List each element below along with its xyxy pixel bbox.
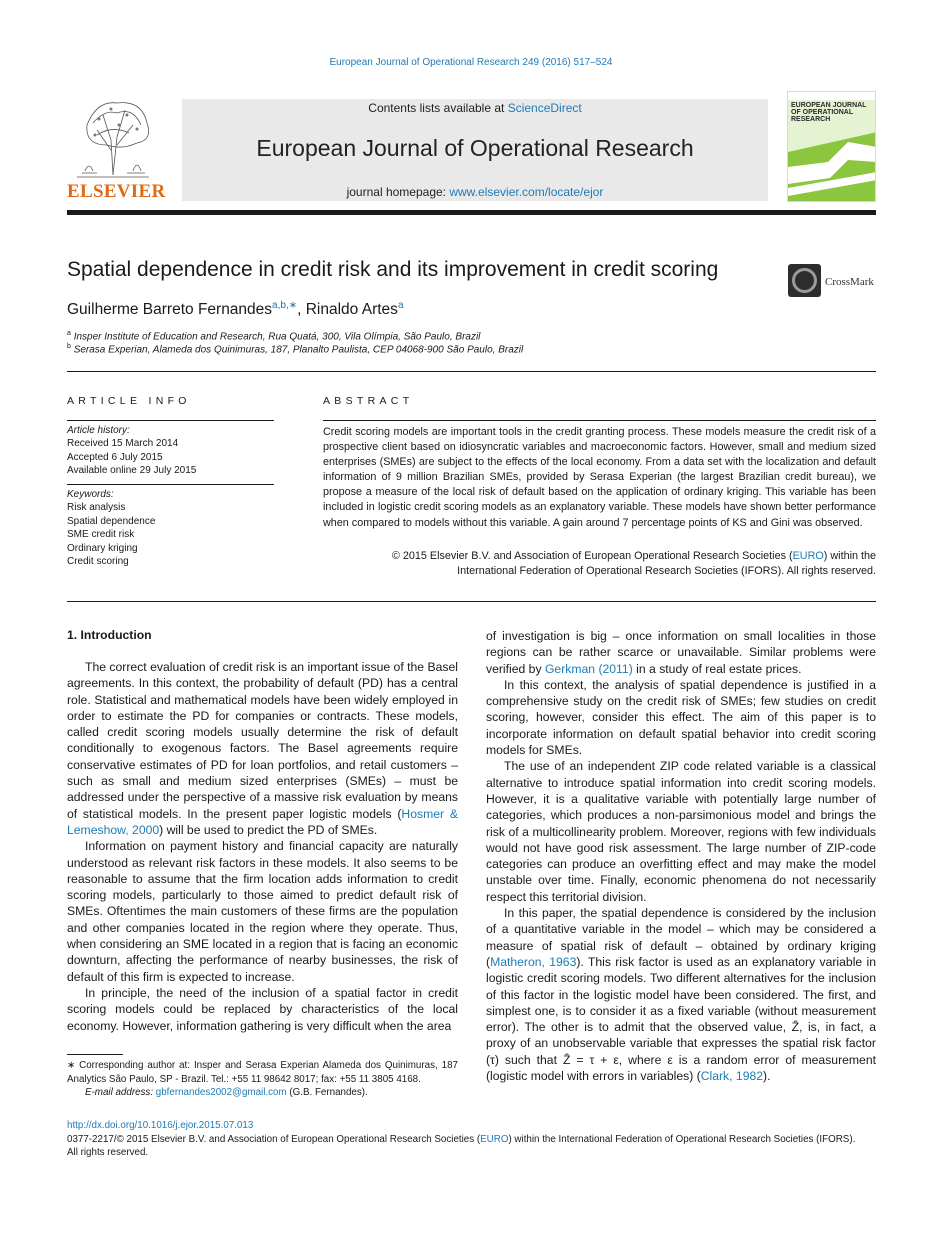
citation-link[interactable]: Hosmer & Lemeshow, 2000 xyxy=(67,806,458,837)
affiliation-mark: b xyxy=(67,343,71,350)
left-column xyxy=(67,659,458,1034)
paragraph-text: ). xyxy=(763,1069,771,1084)
abstract-copyright xyxy=(323,549,876,579)
copyright-text: International Federation of Operational Research Societies (IFORS). All rights reserved. xyxy=(457,565,876,578)
keyword: Risk analysis xyxy=(67,502,126,514)
masthead-rule xyxy=(67,210,876,215)
copyright-text: ) within the xyxy=(823,550,876,562)
abstract-text: Credit scoring models are important tools in the credit granting process. These models measure the credit risk of a prospective client based on idiosyncratic variables and macroeconomic factors. However, small and medium sized enterprises (SMEs) are subject to the effects of the local economy. From a data set with the localization and default information of 9 million Brazilian SMEs, provided by Serasa Experian (the largest Brazilian credit bureau), we propose a measure of the local risk of default based on the application of ordinary kriging. This variable has been included in logistic credit scoring models as an explanatory variable. These models have shown better performance when compared to models without this variable. A gain around 7 percentage points of KS and Gini was observed. xyxy=(323,426,876,529)
email-label: E-mail address: xyxy=(85,1087,156,1099)
contents-line xyxy=(182,101,768,115)
keywords xyxy=(67,488,155,568)
author-name[interactable]: Guilherme Barreto Fernandes xyxy=(67,301,273,319)
divider xyxy=(67,601,876,602)
author-affiliation-marks[interactable]: a xyxy=(397,300,404,311)
paragraph: In principle, the need of the inclusion of a spatial factor in credit scoring models could be replaced by characteristics of the local economy. However, information gathering is very difficult when the area xyxy=(67,985,458,1033)
footnote-text: ∗ Corresponding author at: Insper and Serasa Experian Alameda dos Quinimuras, 187 Analytics São Paulo, SP - Brazil. Tel.: +55 11 98642 8017; fax: +55 11 3805 4168. xyxy=(67,1060,458,1085)
page-footer xyxy=(67,1119,879,1160)
keyword: Ordinary kriging xyxy=(67,542,138,554)
masthead-banner xyxy=(182,99,768,201)
euro-link[interactable]: EURO xyxy=(480,1133,509,1145)
paragraph-text: in a study of real estate prices. xyxy=(632,661,802,676)
citation-link[interactable]: Gerkman (2011) xyxy=(544,661,633,676)
affiliation-text: Insper Institute of Education and Research, Rua Quatá, 300, Vila Olímpia, São Paulo, Brazil xyxy=(73,331,481,343)
cover-title: EUROPEAN JOURNAL OF OPERATIONAL RESEARCH xyxy=(791,102,867,123)
footer-text: 0377-2217/© 2015 Elsevier B.V. and Association of European Operational Research Societies ( xyxy=(67,1133,481,1145)
homepage-prefix: journal homepage: xyxy=(346,185,450,199)
divider xyxy=(67,484,274,485)
elsevier-wordmark: ELSEVIER xyxy=(67,181,166,202)
history-item: Received 15 March 2014 xyxy=(67,438,179,450)
paragraph-text: The correct evaluation of credit risk is an important issue of the Basel agreements. In this context, the probability of default (PD) has a central role. Statistical and mathematical models have been widely employed in order to estimate the PD for companies or contracts. These models, called credit scoring models usually determine the risk of default conditionally to exogenous factors. The Basel agreements require conservative estimates of PD for loan portfolios, and retail customers – such as small and medium sized enterprises (SMEs) – must be addressed under the perspective of a massive risk evaluation by means of statistical models. In the present paper logistic models ( xyxy=(67,660,458,821)
article-title: Spatial dependence in credit risk and its improvement in credit scoring xyxy=(67,258,719,281)
citation-link[interactable]: Clark, 1982 xyxy=(700,1069,764,1084)
divider xyxy=(67,420,274,421)
euro-link[interactable]: EURO xyxy=(792,550,824,562)
footer-copyright xyxy=(67,1133,879,1147)
journal-homepage-link[interactable]: www.elsevier.com/locate/ejor xyxy=(449,185,604,199)
author-list xyxy=(67,300,404,319)
elsevier-tree-icon xyxy=(67,95,159,180)
author-name[interactable]: Rinaldo Artes xyxy=(305,301,398,319)
paragraph xyxy=(486,628,876,677)
divider xyxy=(323,420,876,421)
crossmark-icon xyxy=(788,264,821,297)
affiliation xyxy=(67,343,523,355)
divider xyxy=(67,371,876,372)
doi-link[interactable]: http://dx.doi.org/10.1016/j.ejor.2015.07.013 xyxy=(67,1120,254,1131)
footnote-email-line xyxy=(67,1086,458,1100)
affiliation-text: Serasa Experian, Alameda dos Quinimuras, 187, Planalto Paulista, CEP 04068-900 São Paulo, Brazil xyxy=(73,344,524,356)
paragraph-text: ). This risk factor is used as an explanatory variable in logistic credit scoring models. Two different alternatives for the inclusion of this factor in the logistic model have been considered. The first, and simplest one, is to consider it as a fixed variable (without measurement error). The other is to admit that the observed value, Ẑ, is, in fact, a proxy of an unobservable variable that expresses the spatial risk factor (τ) such that Ẑ = τ + ε, where ε is a random error of measurement (logistic model with errors in variables) ( xyxy=(486,954,876,1084)
paragraph: In this context, the analysis of spatial dependence is justified in a comprehensive study on the credit risk of SMEs; few studies on credit scoring, however, consider this effect. The aim of this paper is to incorporate information on default spatial behavior into credit scoring models for SMEs. xyxy=(486,677,876,758)
citation-link[interactable]: Matheron, 1963 xyxy=(490,954,577,969)
affiliation-mark: a xyxy=(67,330,71,337)
keywords-label: Keywords: xyxy=(67,489,114,500)
right-column xyxy=(486,628,876,1084)
keyword: Spatial dependence xyxy=(67,515,156,527)
crossmark-badge[interactable] xyxy=(788,264,878,298)
contents-prefix: Contents lists available at xyxy=(368,101,508,115)
article-history xyxy=(67,424,196,478)
paragraph: The use of an independent ZIP code related variable is a classical alternative to introduce spatial information into credit scoring models. However, it is a qualitative variable with potentially large number of categories, which produces a non-parsimonious model and brings the risk of a multicollinearity problem. Moreover, regions with few individuals would not have good risk assessment. The large number of ZIP-code categories can produce an overfitting effect and may make the model unstable over time. Finally, economic phenomena do not necessarily respect this territorial division. xyxy=(486,759,876,904)
paragraph-text: ) will be used to predict the PD of SMEs. xyxy=(159,822,378,837)
keyword: Credit scoring xyxy=(67,556,129,568)
footer-rights: All rights reserved. xyxy=(67,1147,149,1159)
author-email-link[interactable]: gbfernandes2002@gmail.com xyxy=(155,1087,287,1099)
section-heading: 1. Introduction xyxy=(67,628,152,642)
footnote-rule xyxy=(67,1054,123,1055)
footer-text: ) within the International Federation of Operational Research Societies (IFORS). xyxy=(508,1133,856,1145)
journal-citation[interactable]: European Journal of Operational Research 249 (2016) 517–524 xyxy=(329,57,613,68)
crossmark-label: CrossMark xyxy=(825,276,874,288)
paragraph xyxy=(486,905,876,1084)
paragraph: Information on payment history and financial capacity are naturally understood as relevant risk factors in these models. It also seems to be reasonable to assume that the firm location adds information to credit scoring models, particularly to those aimed to predict default risk of SMEs. Oftentimes the main customers of these firms are the population and other companies located in the region where they operate. Thus, when considering an SME located in a region that is facing an economic downturn, affecting the performance of nearby businesses, the risk of default of this firm is expected to increase. xyxy=(67,839,458,984)
paragraph-text: In this paper, the spatial dependence is considered by the inclusion of a quantitative variable in the model – which may be considered a measure of spatial risk of default – obtained by ordinary kriging ( xyxy=(486,906,876,969)
copyright-text: © 2015 Elsevier B.V. and Association of European Operational Research Societies ( xyxy=(391,550,793,562)
article-info-heading: ARTICLE INFO xyxy=(67,395,191,407)
journal-title: European Journal of Operational Research xyxy=(256,135,694,161)
footnote xyxy=(67,1059,458,1100)
author-separator: , xyxy=(297,301,306,319)
elsevier-logo[interactable] xyxy=(67,95,166,202)
paragraph xyxy=(67,659,458,838)
history-item: Accepted 6 July 2015 xyxy=(67,451,163,463)
sciencedirect-link[interactable]: ScienceDirect xyxy=(507,101,582,115)
abstract-heading: ABSTRACT xyxy=(323,395,414,407)
author-affiliation-marks[interactable]: a,b,∗ xyxy=(272,300,298,311)
affiliation xyxy=(67,330,480,342)
homepage-line xyxy=(182,185,768,199)
keyword: SME credit risk xyxy=(67,529,135,541)
email-suffix: (G.B. Fernandes). xyxy=(286,1087,368,1099)
paragraph-text: of investigation is big – once information on small localities in those regions can be rather scarce or unavailable. Similar problems were verified by xyxy=(486,629,876,676)
history-item: Available online 29 July 2015 xyxy=(67,465,197,477)
history-label: Article history: xyxy=(67,425,130,436)
journal-cover-thumbnail[interactable] xyxy=(787,91,876,202)
